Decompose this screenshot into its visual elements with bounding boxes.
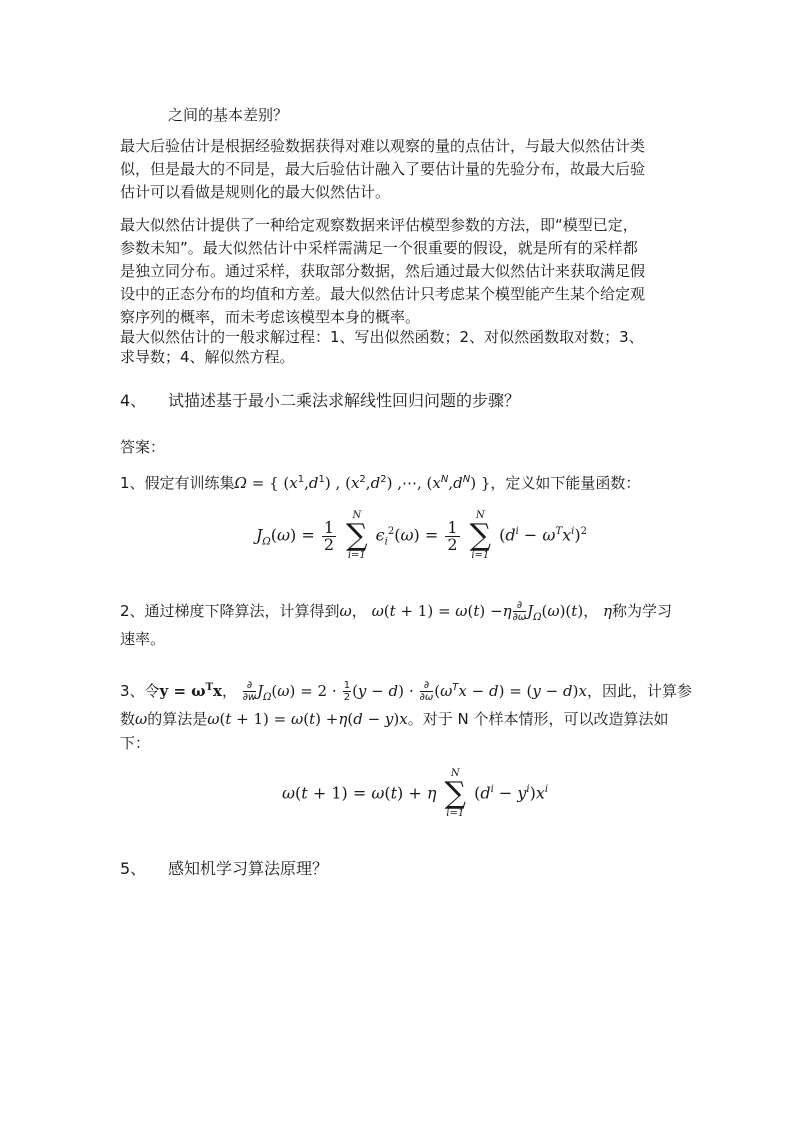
energy-function-equation: $J_\Omega(\omega)$ = $\frac{1}{2}$ N ∑ i=1 $\epsilon_i^2(\omega)$ = $\frac{1}{2}$ N ∑ i=1 $(d^i - \omega^Tx^i)^2$ [256,510,587,561]
paragraph-line: 估计可以看做是规则化的最大似然估计。 [120,183,391,201]
paragraph-line: 最大似然估计的一般求解过程：1、写出似然函数；2、对似然函数取对数；3、 [120,328,644,346]
question-text: 感知机学习算法原理？ [168,859,329,878]
question-number: 4、 [120,391,147,410]
paragraph-line: 参数未知”。最大似然估计中采样需满足一个很重要的假设，就是所有的采样都 [120,239,638,257]
step-2-text: 2、通过梯度下降算法，计算得到ω， ω(t + 1) = ω(t) −η ∂ ∂ω $J_\Omega(\omega)(t)$， η称为学习 [120,600,672,623]
paragraph-line: 求导数；4、解似然方程。 [120,348,295,366]
step-3-text-cont: 数ω的算法是ω(t + 1) = ω(t) +η(d − y)x。对于 N 个样本情形，可以改造算法如 [120,710,669,728]
answer-label: 答案： [120,438,166,456]
question-5 [120,858,328,880]
paragraph-line: 之间的基本差别？ [168,106,289,124]
step-1-text: 1、假定有训练集Ω = { $(x^1,d^1)$ , $(x^2,d^2)$ ,⋯, $(x^N,d^N)$ }，定义如下能量函数： [120,474,641,492]
question-text: 试描述基于最小二乘法求解线性回归问题的步骤？ [168,391,521,410]
paragraph-line: 察序列的概率，而未考虑该模型本身的概率。 [120,308,421,326]
paragraph-line: 最大似然估计提供了一种给定观察数据来评估模型参数的方法，即“模型已定， [120,216,638,234]
step-2-text-cont: 速率。 [120,630,166,648]
step-3-text: 3、令$y = \omega^Tx$， ∂ ∂w $J_\Omega(\omega) = 2$ ⋅ $\frac{1}{2}$ (y − d) ⋅ ∂ ∂ω $(\omega^Tx - d) = (y - d)x$，因此，计算参 [120,680,692,703]
paragraph-line: 设中的正态分布的均值和方差。最大似然估计只考虑某个模型能产生某个给定观 [120,285,646,303]
update-rule-equation: ω(t + 1) = ω(t) + η N ∑ i=1 $(d^i - y^i)x^i$ [282,768,549,819]
paragraph-line: 似，但是最大的不同是，最大后验估计融入了要估计量的先验分布，故最大后验 [120,160,646,178]
question-number: 5、 [120,859,147,878]
paragraph-line: 是独立同分布。通过采样，获取部分数据，然后通过最大似然估计来获取满足假 [120,262,646,280]
paragraph-line: 最大后验估计是根据经验数据获得对难以观察的量的点估计，与最大似然估计类 [120,137,646,155]
question-4 [120,390,520,412]
step-3-text-cont: 下： [120,734,151,752]
